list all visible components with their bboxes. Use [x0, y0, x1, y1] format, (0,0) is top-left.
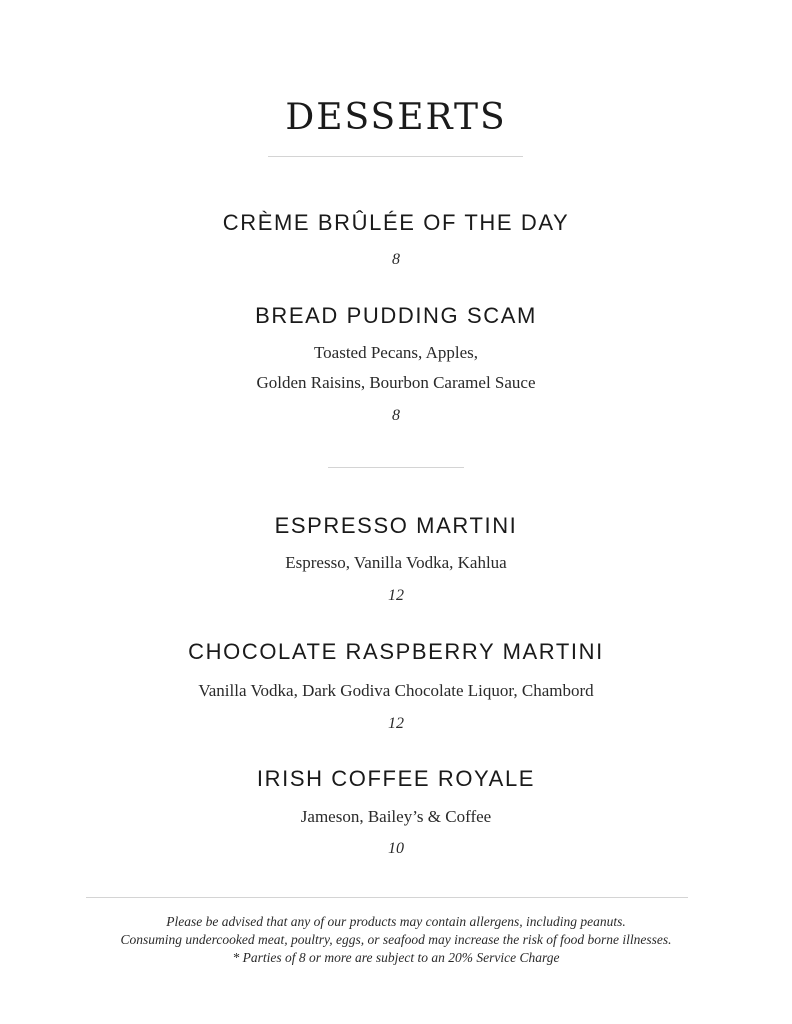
menu-item-description: Toasted Pecans, Apples,	[313, 343, 479, 362]
footer-divider	[86, 897, 688, 898]
menu-item-name: BREAD PUDDING SCAM	[255, 303, 537, 328]
menu-item-name: ESPRESSO MARTINI	[274, 513, 518, 538]
menu-item-name: CRÈME BRÛLÉE OF THE DAY	[222, 210, 570, 235]
menu-item-name: CHOCOLATE RASPBERRY MARTINI	[188, 639, 604, 664]
page-title: DESSERTS	[285, 97, 507, 138]
menu-item-price: 8	[392, 251, 400, 268]
food-safety-notice: Consuming undercooked meat, poultry, eggs, or seafood may increase the risk of food borne illnesses.	[120, 932, 672, 947]
menu-item-name: IRISH COFFEE ROYALE	[256, 766, 536, 791]
menu-item-price: 10	[388, 840, 404, 857]
menu-item-price: 12	[388, 715, 404, 732]
menu-item-price: 12	[388, 587, 404, 604]
menu-item-price: 8	[392, 407, 400, 424]
service-charge-notice: * Parties of 8 or more are subject to an 20% Service Charge	[232, 950, 560, 965]
menu-item-description: Espresso, Vanilla Vodka, Kahlua	[285, 553, 507, 572]
allergen-notice: Please be advised that any of our products may contain allergens, including peanuts.	[166, 914, 626, 929]
title-divider	[268, 156, 523, 157]
section-divider	[328, 467, 464, 468]
menu-item-description: Vanilla Vodka, Dark Godiva Chocolate Liquor, Chambord	[198, 681, 594, 700]
menu-item-description: Golden Raisins, Bourbon Caramel Sauce	[256, 373, 536, 392]
menu-item-description: Jameson, Bailey’s & Coffee	[300, 807, 492, 826]
